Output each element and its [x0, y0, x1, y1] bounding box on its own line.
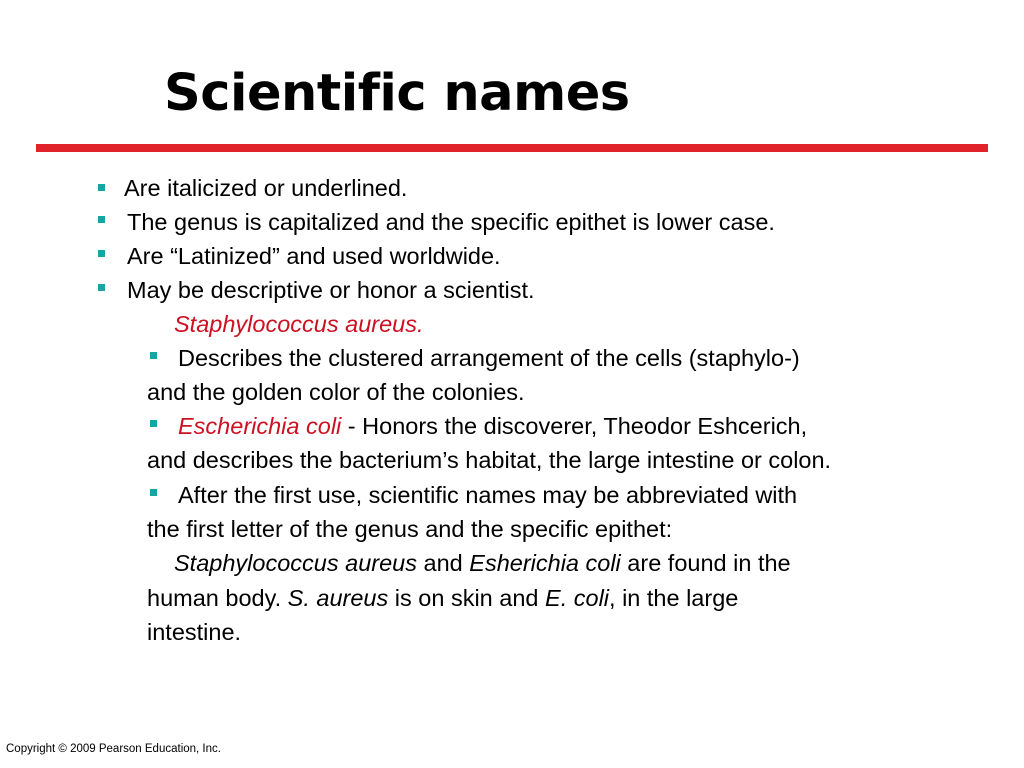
genus-species-2: Esherichia coli: [469, 550, 621, 576]
genus-species-1: Staphylococcus aureus: [174, 550, 417, 576]
connector-text: , in the large: [609, 585, 739, 611]
connector-text: human body.: [147, 585, 288, 611]
connector-text: is on skin and: [388, 585, 546, 611]
bullet-text: The genus is capitalized and the specific epithet is lower case.: [127, 209, 775, 235]
sub-bullet-text: Describes the clustered arrangement of the cells (staphylo-): [178, 345, 800, 371]
copyright-notice: Copyright © 2009 Pearson Education, Inc.: [6, 743, 221, 755]
example-scientific-name: Staphylococcus aureus.: [174, 311, 424, 337]
bullet-text: May be descriptive or honor a scientist.: [127, 277, 535, 303]
abbreviation-2: E. coli: [545, 585, 610, 611]
example-line: [174, 546, 791, 580]
sub-bullet-marker: [150, 489, 157, 496]
bullet-marker: [98, 216, 105, 223]
connector-text: are found in the: [620, 550, 791, 576]
sub-bullet-marker: [150, 420, 157, 427]
example-line: intestine.: [147, 619, 242, 645]
sub-bullet-text-cont: and describes the bacterium’s habitat, the large intestine or colon.: [147, 447, 832, 473]
bullet-marker: [98, 284, 105, 291]
bullet-text: Are “Latinized” and used worldwide.: [127, 243, 501, 269]
sub-bullet-text: [178, 409, 807, 443]
escherichia-name: Escherichia coli: [178, 413, 342, 439]
title-divider: [36, 144, 988, 152]
example-line: [147, 581, 738, 615]
honors-text: Honors the discoverer, Theodor Eshcerich,: [362, 413, 808, 439]
bullet-marker: [98, 250, 105, 257]
bullet-marker: [98, 184, 105, 191]
sub-bullet-marker: [150, 352, 157, 359]
abbreviation-1: S. aureus: [287, 585, 389, 611]
sub-bullet-text-cont: the first letter of the genus and the specific epithet:: [147, 516, 673, 542]
sub-bullet-text: After the first use, scientific names may be abbreviated with: [178, 482, 798, 508]
slide-title: Scientific names: [164, 64, 630, 123]
bullet-text: Are italicized or underlined.: [124, 175, 408, 201]
sub-bullet-text-cont: and the golden color of the colonies.: [147, 379, 525, 405]
connector-text: and: [416, 550, 470, 576]
dash: -: [341, 413, 363, 439]
